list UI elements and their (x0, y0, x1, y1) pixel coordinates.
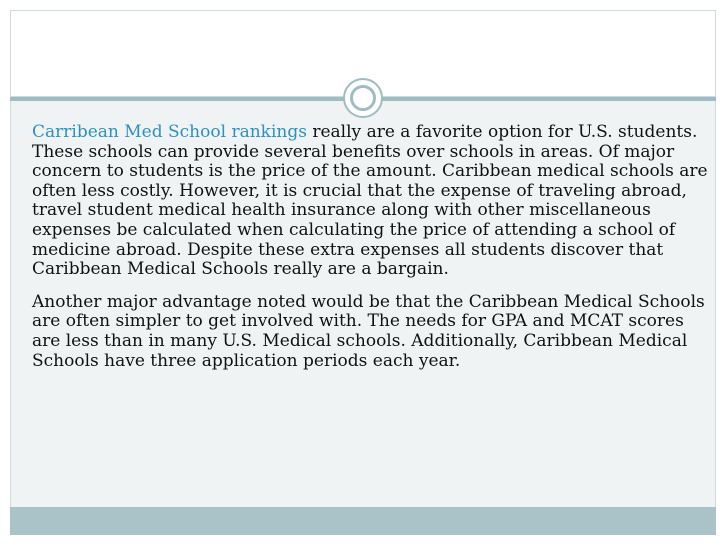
footer-bar (10, 507, 716, 535)
paragraph-2-text: Another major advantage noted would be that the Caribbean Medical Schools are often simpler to get involved with. The needs for GPA and MCAT scores are less than in many U.S. Medical schools. Additionally, Caribbean Medical Schools have three application periods each year. (32, 291, 705, 371)
paragraph-2 (32, 293, 708, 371)
paragraph-1-text: really are a favorite option for U.S. students. These schools can provide several benefits over schools in areas. Of major concern to students is the price of the amount. Caribbean medical schools are often less costly. However, it is crucial that the expense of traveling abroad, travel student medical health insurance along with other miscellaneous expenses be calculated when calculating the price of attending a school of medicine abroad. Despite these extra expenses all students discover that Caribbean Medical Schools really are a bargain. (32, 122, 708, 280)
rankings-link[interactable]: Carribean Med School rankings (32, 122, 313, 142)
paragraph-1 (32, 123, 708, 280)
body-text (32, 123, 708, 384)
inner-ring-icon (350, 85, 376, 111)
circle-ornament-icon (343, 78, 383, 118)
